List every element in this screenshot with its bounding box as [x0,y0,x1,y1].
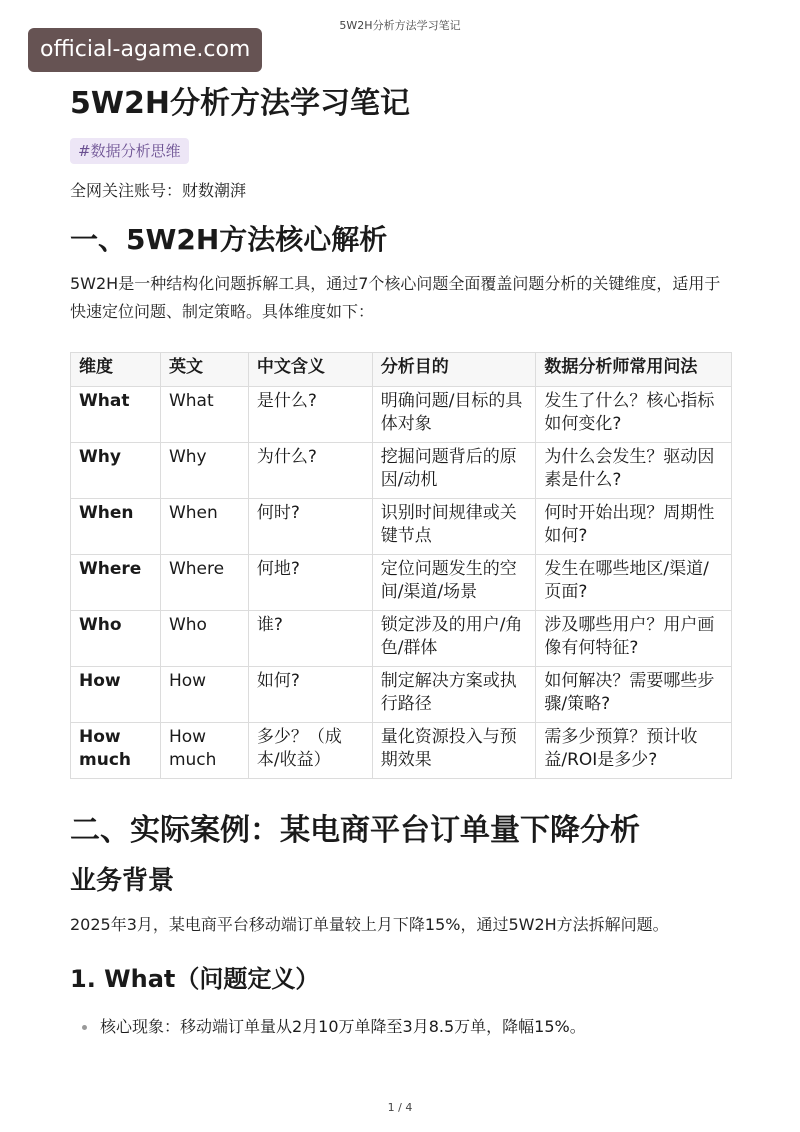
table-cell: 制定解决方案或执行路径 [372,667,536,723]
table-cell: When [71,499,161,555]
table-cell: Why [160,443,248,499]
table-cell: 如何? [248,667,372,723]
table-cell: How [160,667,248,723]
page-number: 1 / 4 [387,1101,413,1114]
table-cell: 为什么会发生？驱动因素是什么? [536,443,732,499]
table-cell: Why [71,443,161,499]
table-cell: When [160,499,248,555]
list-item-text: 核心现象：移动端订单量从2月10万单降至3月8.5万单，降幅15%。 [100,1017,586,1036]
table-row [71,555,732,611]
what-heading: 1. What（问题定义） [70,965,320,993]
table-row [71,499,732,555]
table-header-cell: 英文 [160,353,248,387]
table-header-cell: 数据分析师常用问法 [536,353,732,387]
table-cell: 何时? [248,499,372,555]
section2-heading: 二、实际案例：某电商平台订单量下降分析 [70,813,640,848]
table-cell: 是什么? [248,387,372,443]
running-header: 5W2H分析方法学习笔记 [339,19,461,32]
table-cell: 何地? [248,555,372,611]
table-row [71,667,732,723]
table-cell: Who [160,611,248,667]
table-cell: How much [71,723,161,779]
table-header-cell: 分析目的 [372,353,536,387]
table-cell: 锁定涉及的用户/角色/群体 [372,611,536,667]
table-cell: 发生在哪些地区/渠道/页面? [536,555,732,611]
table-header-cell: 中文含义 [248,353,372,387]
table-header-row [71,353,732,387]
table-cell: 如何解决？需要哪些步骤/策略? [536,667,732,723]
table-cell: 明确问题/目标的具体对象 [372,387,536,443]
table-cell: How [71,667,161,723]
table-cell: 需多少预算？预计收益/ROI是多少? [536,723,732,779]
table-cell: 定位问题发生的空间/渠道/场景 [372,555,536,611]
list-item [70,1013,736,1041]
table-row [71,723,732,779]
table-cell: Who [71,611,161,667]
table-cell: Where [160,555,248,611]
table-cell: 涉及哪些用户？用户画像有何特征? [536,611,732,667]
table-header-cell: 维度 [71,353,161,387]
account-line: 全网关注账号：财数潮湃 [70,181,247,200]
table-cell: Where [71,555,161,611]
document-page [70,82,736,1041]
table-cell: 为什么? [248,443,372,499]
hashtag[interactable]: #数据分析思维 [70,138,189,164]
background-heading: 业务背景 [70,866,175,896]
table-cell: 发生了什么？核心指标如何变化? [536,387,732,443]
watermark-badge: official-agame.com [28,28,262,72]
table-cell: How much [160,723,248,779]
table-row [71,387,732,443]
section1-intro: 5W2H是一种结构化问题拆解工具，通过7个核心问题全面覆盖问题分析的关键维度，适用于快速定位问题、制定策略。具体维度如下： [70,274,721,321]
table-cell: What [160,387,248,443]
table-cell: What [71,387,161,443]
table-cell: 量化资源投入与预期效果 [372,723,536,779]
table-row [71,611,732,667]
bullet-dot-icon [82,1025,87,1030]
table-row [71,443,732,499]
table-cell: 识别时间规律或关键节点 [372,499,536,555]
document-title: 5W2H分析方法学习笔记 [70,86,410,121]
section1-heading: 一、5W2H方法核心解析 [70,223,388,256]
5w2h-table [70,352,732,779]
background-text: 2025年3月，某电商平台移动端订单量较上月下降15%，通过5W2H方法拆解问题。 [70,915,669,934]
what-bullet-list [70,1013,736,1041]
table-cell: 何时开始出现？周期性如何? [536,499,732,555]
table-cell: 谁? [248,611,372,667]
table-cell: 挖掘问题背后的原因/动机 [372,443,536,499]
table-cell: 多少？（成本/收益） [248,723,372,779]
